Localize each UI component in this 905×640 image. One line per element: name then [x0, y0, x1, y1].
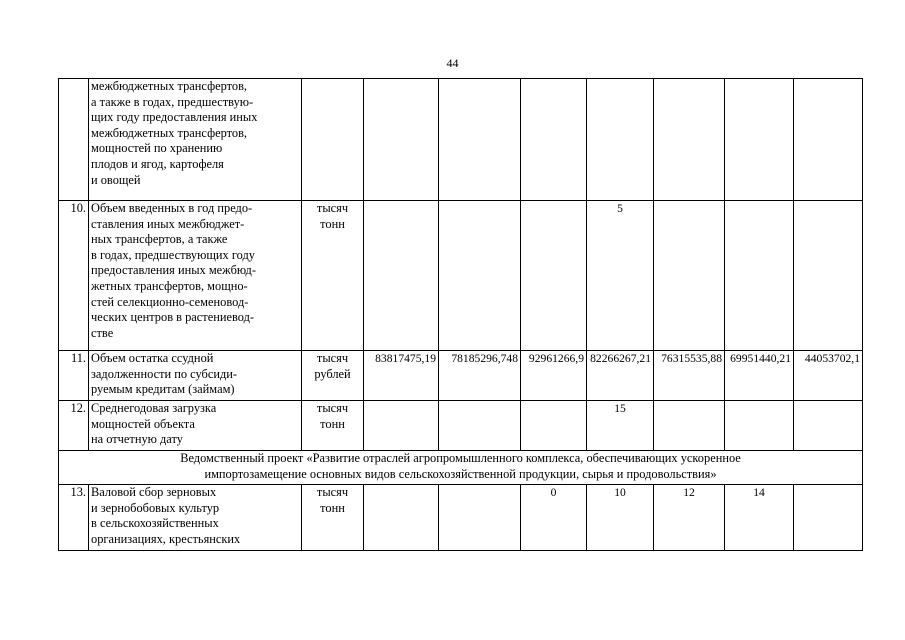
value-cell: [364, 485, 439, 551]
cell-text-line: в годах, предшествующих году: [91, 247, 255, 262]
value-cell: 69951440,21: [725, 351, 794, 401]
value-cell: 15: [587, 401, 654, 451]
value-cell: [794, 485, 863, 551]
cell-text-line: Валовой сбор зерновых: [91, 485, 217, 499]
value-cell: [364, 401, 439, 451]
cell-text-line: тысяч: [316, 351, 349, 365]
cell-text-line: Ведомственный проект «Развитие отраслей агропромышленного комплекса, обеспечивающих ускоренное: [180, 451, 741, 465]
value-cell: [364, 201, 439, 351]
value-cell: [439, 79, 521, 201]
value-cell: 82266267,21: [587, 351, 654, 401]
value-cell: [364, 79, 439, 201]
cell-text-line: щих году предоставления иных: [91, 110, 258, 125]
value-cell: [521, 79, 587, 201]
row-number: [59, 79, 89, 201]
value-cell: 12: [654, 485, 725, 551]
value-cell: [725, 201, 794, 351]
cell-text-line: тонн: [320, 500, 345, 515]
table-row: [59, 201, 863, 351]
cell-text-line: предоставления иных межбюд-: [91, 263, 256, 278]
indicator-name: [89, 401, 302, 451]
value-cell: [521, 401, 587, 451]
value-cell: 5: [587, 201, 654, 351]
cell-text-line: ческих центров в растениевод-: [91, 310, 255, 325]
indicator-table: [58, 78, 863, 551]
cell-text-line: тысяч: [316, 201, 349, 215]
cell-text-line: на отчетную дату: [91, 432, 183, 447]
value-cell: 0: [521, 485, 587, 551]
value-cell: 76315535,88: [654, 351, 725, 401]
unit-of-measure: [302, 79, 364, 201]
value-cell: [725, 401, 794, 451]
cell-text-line: мощностей объекта: [91, 416, 195, 431]
table-row: [59, 79, 863, 201]
value-cell: 78185296,748: [439, 351, 521, 401]
cell-text-line: плодов и ягод, картофеля: [91, 156, 224, 171]
cell-text-line: жетных трансфертов, мощно-: [91, 278, 248, 293]
row-number: 12.: [59, 401, 89, 451]
cell-text-line: организациях, крестьянских: [91, 531, 241, 546]
cell-text-line: рублей: [314, 366, 351, 381]
value-cell: [794, 201, 863, 351]
unit-of-measure: [302, 201, 364, 351]
value-cell: [654, 401, 725, 451]
cell-text-line: тонн: [320, 416, 345, 431]
value-cell: [439, 485, 521, 551]
value-cell: 83817475,19: [364, 351, 439, 401]
cell-text-line: а также в годах, предшествую-: [91, 94, 254, 109]
value-cell: [794, 401, 863, 451]
row-number: 13.: [59, 485, 89, 551]
row-number: 11.: [59, 351, 89, 401]
indicator-name: [89, 351, 302, 401]
cell-text-line: ставления иных межбюджет-: [91, 216, 245, 231]
table-row: [59, 351, 863, 401]
value-cell: [439, 401, 521, 451]
value-cell: [654, 79, 725, 201]
value-cell: 10: [587, 485, 654, 551]
cell-text-line: и овощей: [91, 172, 141, 187]
cell-text-line: тысяч: [316, 401, 349, 415]
value-cell: 44053702,1: [794, 351, 863, 401]
indicator-name: [89, 201, 302, 351]
cell-text-line: и зернобобовых культур: [91, 500, 220, 515]
value-cell: 92961266,9: [521, 351, 587, 401]
value-cell: [725, 79, 794, 201]
indicator-name: [89, 485, 302, 551]
section-title: [59, 451, 863, 485]
cell-text-line: Объем введенных в год предо-: [91, 201, 253, 215]
table-row: [59, 485, 863, 551]
table-row: [59, 401, 863, 451]
value-cell: 14: [725, 485, 794, 551]
cell-text-line: ных трансфертов, а также: [91, 232, 228, 247]
unit-of-measure: [302, 401, 364, 451]
cell-text-line: задолженности по субсиди-: [91, 366, 238, 381]
cell-text-line: тысяч: [316, 485, 349, 499]
cell-text-line: тонн: [320, 216, 345, 231]
cell-text-line: в сельскохозяйственных: [91, 516, 219, 531]
page-number: 44: [446, 56, 459, 70]
section-header-row: [59, 451, 863, 485]
cell-text-line: импортозамещение основных видов сельскохозяйственной продукции, сырья и продовольствия»: [204, 466, 717, 481]
cell-text-line: межбюджетных трансфертов,: [91, 125, 248, 140]
unit-of-measure: [302, 485, 364, 551]
value-cell: [587, 79, 654, 201]
indicator-name: [89, 79, 302, 201]
cell-text-line: мощностей по хранению: [91, 141, 223, 156]
value-cell: [439, 201, 521, 351]
value-cell: [654, 201, 725, 351]
cell-text-line: межбюджетных трансфертов,: [91, 79, 248, 93]
cell-text-line: Объем остатка ссудной: [91, 351, 214, 365]
cell-text-line: руемым кредитам (займам): [91, 382, 235, 397]
cell-text-line: стей селекционно-семеновод-: [91, 294, 249, 309]
row-number: 10.: [59, 201, 89, 351]
unit-of-measure: [302, 351, 364, 401]
value-cell: [794, 79, 863, 201]
value-cell: [521, 201, 587, 351]
cell-text-line: Среднегодовая загрузка: [91, 401, 217, 415]
cell-text-line: стве: [91, 325, 114, 340]
